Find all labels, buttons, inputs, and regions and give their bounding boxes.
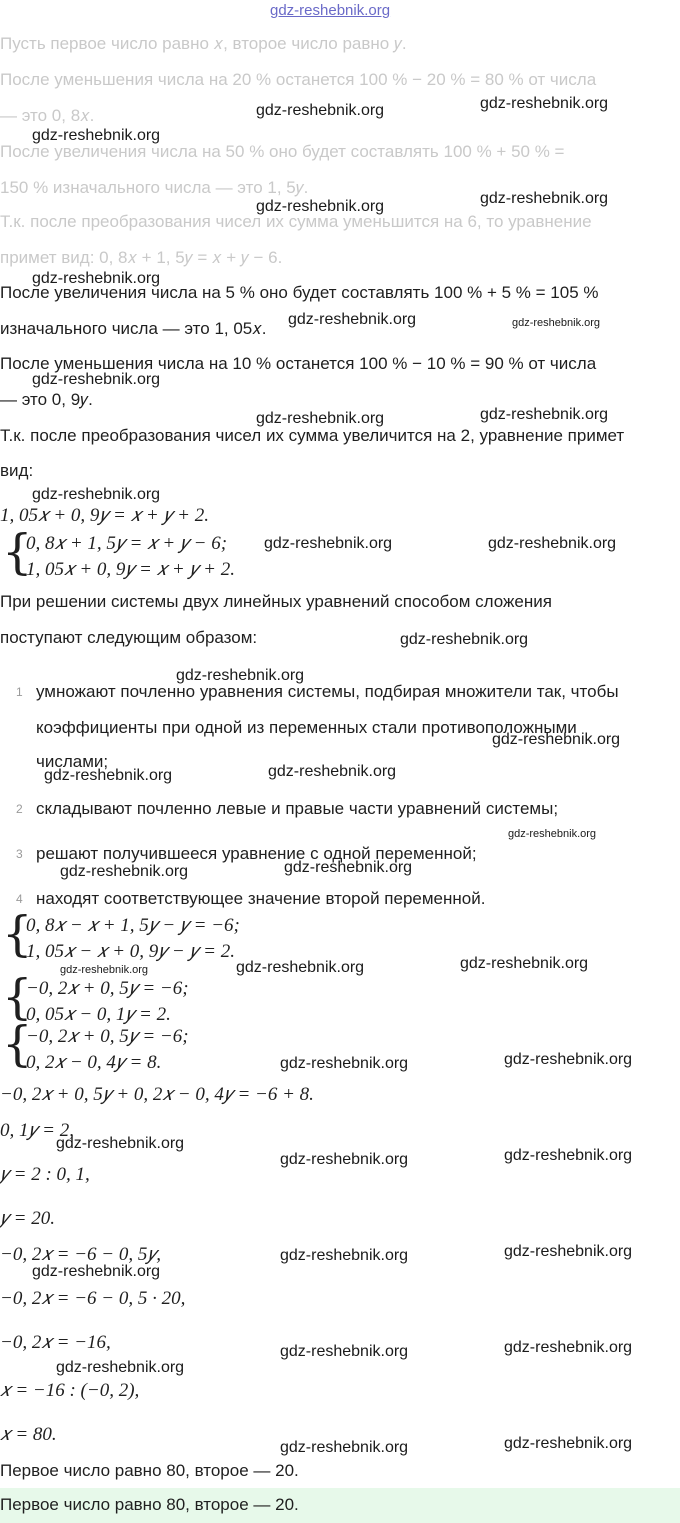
system4-eq-b: 0, 2𝑥 − 0, 4𝑦 = 8. bbox=[26, 1052, 162, 1073]
watermark-text: gdz-reshebnik.org bbox=[268, 763, 397, 780]
intro-line-2: После уменьшения числа на 20 % останется 100 % − 20 % = 80 % от числа bbox=[0, 70, 597, 89]
watermark-text: gdz-reshebnik.org bbox=[288, 311, 417, 328]
answer-text: Первое число равно 80, второе — 20. bbox=[0, 1495, 299, 1514]
watermark-text: gdz-reshebnik.org bbox=[32, 270, 161, 287]
step-8: 𝑥 = −16 : (−0, 2), bbox=[0, 1380, 140, 1401]
watermark-text: gdz-reshebnik.org bbox=[508, 828, 597, 840]
method-line-2: поступают следующим образом: bbox=[0, 628, 258, 647]
watermark-text: gdz-reshebnik.org bbox=[504, 1339, 633, 1356]
watermark-text: gdz-reshebnik.org bbox=[284, 859, 413, 876]
watermark-text: gdz-reshebnik.org bbox=[32, 486, 161, 503]
system1-eq-b: 1, 05𝑥 + 0, 9𝑦 = 𝑥 + 𝑦 + 2. bbox=[26, 559, 235, 580]
watermark-link[interactable]: gdz-reshebnik.org bbox=[270, 2, 391, 19]
watermark-text: gdz-reshebnik.org bbox=[488, 535, 617, 552]
system1-eq-a: 0, 8𝑥 + 1, 5𝑦 = 𝑥 + 𝑦 − 6; bbox=[26, 533, 228, 554]
watermark-text: gdz-reshebnik.org bbox=[280, 1439, 409, 1456]
watermark-text: gdz-reshebnik.org bbox=[280, 1055, 409, 1072]
watermark-text: gdz-reshebnik.org bbox=[504, 1435, 633, 1452]
watermark-text: gdz-reshebnik.org bbox=[32, 371, 161, 388]
step-3: 𝑦 = 2 : 0, 1, bbox=[0, 1164, 90, 1185]
watermark-text: gdz-reshebnik.org bbox=[60, 863, 189, 880]
second-line-4: — это 0, 9𝑦. bbox=[0, 390, 93, 409]
method-line-1: При решении системы двух линейных уравнений способом сложения bbox=[0, 592, 552, 611]
watermark-text: gdz-reshebnik.org bbox=[504, 1147, 633, 1164]
watermark-text: gdz-reshebnik.org bbox=[44, 767, 173, 784]
step-5: −0, 2𝑥 = −6 − 0, 5𝑦, bbox=[0, 1244, 161, 1265]
intro-line-7: примет вид: 0, 8𝑥 + 1, 5𝑦 = 𝑥 + 𝑦 − 6. bbox=[0, 248, 283, 267]
intro-line-6: Т.к. после преобразования чисел их сумма уменьшится на 6, то уравнение bbox=[0, 212, 592, 231]
second-line-2: изначального числа — это 1, 05𝑥. bbox=[0, 319, 267, 338]
step-9: 𝑥 = 80. bbox=[0, 1424, 57, 1445]
watermark-text: gdz-reshebnik.org bbox=[480, 406, 609, 423]
watermark-text: gdz-reshebnik.org bbox=[256, 410, 385, 427]
watermark-text: gdz-reshebnik.org bbox=[480, 190, 609, 207]
watermark-text: gdz-reshebnik.org bbox=[56, 1135, 185, 1152]
step-4: 𝑦 = 20. bbox=[0, 1208, 55, 1229]
intro-line-3: — это 0, 8𝑥. bbox=[0, 106, 95, 125]
system3-eq-b: 0, 05𝑥 − 0, 1𝑦 = 2. bbox=[26, 1004, 171, 1025]
brace-system-1: { bbox=[2, 524, 33, 580]
list-number-4: 4 bbox=[16, 892, 23, 906]
watermark-text: gdz-reshebnik.org bbox=[504, 1051, 633, 1068]
watermark-text: gdz-reshebnik.org bbox=[176, 667, 305, 684]
watermark-text: gdz-reshebnik.org bbox=[504, 1243, 633, 1260]
watermark-text: gdz-reshebnik.org bbox=[492, 731, 621, 748]
list-item-4-line-1: находят соответствующее значение второй переменной. bbox=[36, 889, 486, 908]
watermark-text: gdz-reshebnik.org bbox=[280, 1247, 409, 1264]
watermark-text: gdz-reshebnik.org bbox=[280, 1343, 409, 1360]
equation-second: 1, 05𝑥 + 0, 9𝑦 = 𝑥 + 𝑦 + 2. bbox=[0, 505, 209, 526]
step-7: −0, 2𝑥 = −16, bbox=[0, 1332, 111, 1353]
list-item-1-line-1: умножают почленно уравнения системы, подбирая множители так, чтобы bbox=[36, 682, 619, 701]
watermark-text: gdz-reshebnik.org bbox=[280, 1151, 409, 1168]
watermark-text: gdz-reshebnik.org bbox=[400, 631, 529, 648]
list-number-3: 3 bbox=[16, 847, 23, 861]
brace-system-2: { bbox=[2, 906, 33, 962]
list-item-3-line-1: решают получившееся уравнение с одной переменной; bbox=[36, 844, 477, 863]
list-number-2: 2 bbox=[16, 802, 23, 816]
system4-eq-a: −0, 2𝑥 + 0, 5𝑦 = −6; bbox=[26, 1026, 189, 1047]
intro-line-1: Пусть первое число равно 𝑥, второе число равно 𝑦. bbox=[0, 34, 407, 53]
watermark-text: gdz-reshebnik.org bbox=[32, 127, 161, 144]
answer-box bbox=[0, 1488, 680, 1523]
step-2: 0, 1𝑦 = 2, bbox=[0, 1120, 74, 1141]
watermark-text: gdz-reshebnik.org bbox=[512, 317, 601, 329]
system2-eq-b: 1, 05𝑥 − 𝑥 + 0, 9𝑦 − 𝑦 = 2. bbox=[26, 941, 235, 962]
watermark-text: gdz-reshebnik.org bbox=[480, 95, 609, 112]
brace-system-4: { bbox=[2, 1016, 33, 1072]
list-item-1-line-2: коэффициенты при одной из переменных стали противоположными bbox=[36, 718, 577, 737]
watermark-text: gdz-reshebnik.org bbox=[236, 959, 365, 976]
step-6: −0, 2𝑥 = −6 − 0, 5 · 20, bbox=[0, 1288, 186, 1309]
list-item-1-line-3: числами; bbox=[36, 752, 109, 771]
watermark-text: gdz-reshebnik.org bbox=[256, 102, 385, 119]
second-line-6: вид: bbox=[0, 461, 34, 480]
watermark-text: gdz-reshebnik.org bbox=[264, 535, 393, 552]
watermark-text: gdz-reshebnik.org bbox=[56, 1359, 185, 1376]
second-line-3: После уменьшения числа на 10 % останется 100 % − 10 % = 90 % от числа bbox=[0, 354, 597, 373]
watermark-text: gdz-reshebnik.org bbox=[460, 955, 589, 972]
watermark-text: gdz-reshebnik.org bbox=[256, 198, 385, 215]
watermark-text: gdz-reshebnik.org bbox=[60, 964, 149, 976]
second-line-5: Т.к. после преобразования чисел их сумма увеличится на 2, уравнение примет bbox=[0, 426, 625, 445]
system3-eq-a: −0, 2𝑥 + 0, 5𝑦 = −6; bbox=[26, 978, 189, 999]
step-1: −0, 2𝑥 + 0, 5𝑦 + 0, 2𝑥 − 0, 4𝑦 = −6 + 8. bbox=[0, 1084, 314, 1105]
system2-eq-a: 0, 8𝑥 − 𝑥 + 1, 5𝑦 − 𝑦 = −6; bbox=[26, 915, 240, 936]
list-number-1: 1 bbox=[16, 685, 23, 699]
second-line-1: После увеличения числа на 5 % оно будет составлять 100 % + 5 % = 105 % bbox=[0, 283, 599, 302]
intro-line-4: После увеличения числа на 50 % оно будет составлять 100 % + 50 % = bbox=[0, 142, 565, 161]
intro-line-5: 150 % изначального числа — это 1, 5𝑦. bbox=[0, 178, 309, 197]
list-item-2-line-1: складывают почленно левые и правые части уравнений системы; bbox=[36, 799, 559, 818]
conclusion-text: Первое число равно 80, второе — 20. bbox=[0, 1461, 299, 1480]
brace-system-3: { bbox=[2, 969, 33, 1025]
watermark-text: gdz-reshebnik.org bbox=[32, 1263, 161, 1280]
